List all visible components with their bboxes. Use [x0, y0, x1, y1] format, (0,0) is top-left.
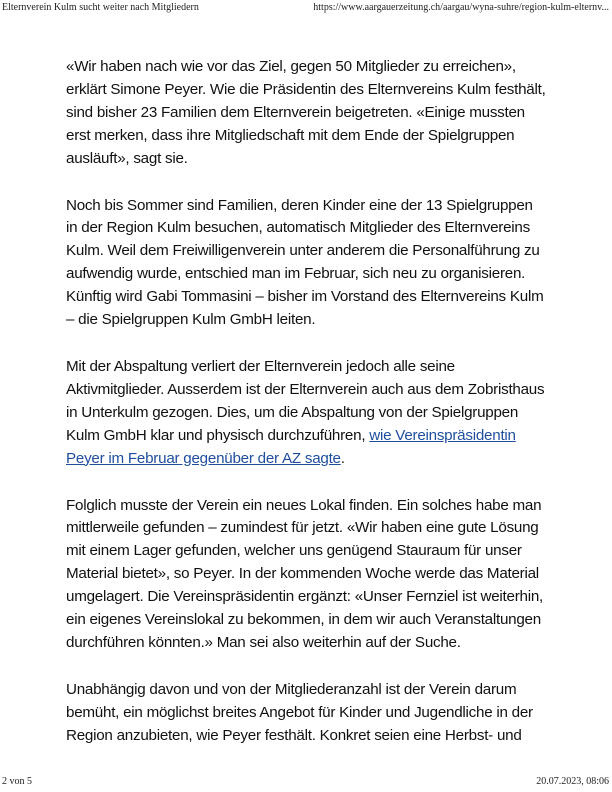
paragraph-3-end: .	[340, 449, 345, 467]
page-number: 2 von 5	[2, 776, 32, 787]
print-datetime: 20.07.2023, 08:06	[536, 776, 609, 787]
article-paragraph-5: Unabhängig davon und von der Mitgliederanzahl ist der Verein darum bemüht, ein möglichst breites Angebot für Kinder und Jugendliche in der Region anzubieten, wie Peyer festhält. Konkret seien eine Herbst- und	[66, 680, 533, 744]
article-paragraph-2: Noch bis Sommer sind Familien, deren Kinder eine der 13 Spielgruppen in der Region Kulm besuchen, automatisch Mitglieder des Elternvereins Kulm. Weil dem Freiwilligenverein unter anderem die Personalführung zu aufwendig wurde, entschied man im Februar, sich neu zu organisieren. Künftig wird Gabi Tommasini – bisher im Vorstand des Elternvereins Kulm – die Spielgruppen Kulm GmbH leiten.	[66, 196, 544, 329]
paragraph-3-text: Mit der Abspaltung verliert der Elternverein jedoch alle seine Aktivmitglieder. Ausserdem ist der Elternverein auch aus dem Zobristhaus in Unterkulm gezogen. Dies, um die Abspaltung von der Spielgruppen Kulm GmbH klar und physisch durchzuführen,	[66, 357, 545, 444]
article-paragraph-4: Folglich musste der Verein ein neues Lokal finden. Ein solches habe man mittlerweile gefunden – zumindest für jetzt. «Wir haben eine gute Lösung mit einem Lager gefunden, welcher uns genügend Stauraum für unser Material bietet», so Peyer. In der kommenden Woche werde das Material umgelagert. Die Vereinspräsidentin ergänzt: «Unser Fernziel ist weiterhin, ein eigenes Vereinslokal zu bekommen, in dem wir auch Veranstaltungen durchführen könnten.» Man sei also weiterhin auf der Suche.	[66, 496, 544, 651]
article-link-az[interactable]: wie Vereinspräsidentin Peyer im Februar gegenüber der AZ sagte	[66, 426, 516, 467]
article-paragraph-1: «Wir haben nach wie vor das Ziel, gegen 50 Mitglieder zu erreichen», erklärt Simone Peyer. Wie die Präsidentin des Elternvereins Kulm festhält, sind bisher 23 Familien dem Elternverein beigetreten. «Einige mussten erst merken, dass ihre Mitgliedschaft mit dem Ende der Spielgruppen ausläuft», sagt sie.	[66, 58, 546, 167]
page-url: https://www.aargauerzeitung.ch/aargau/wyna-suhre/region-kulm-elternv...	[313, 2, 609, 13]
article-body	[66, 56, 548, 772]
page-title: Elternverein Kulm sucht weiter nach Mitgliedern	[2, 2, 199, 13]
print-header	[0, 2, 612, 16]
print-footer	[0, 776, 612, 790]
article-paragraph-3	[66, 356, 548, 471]
